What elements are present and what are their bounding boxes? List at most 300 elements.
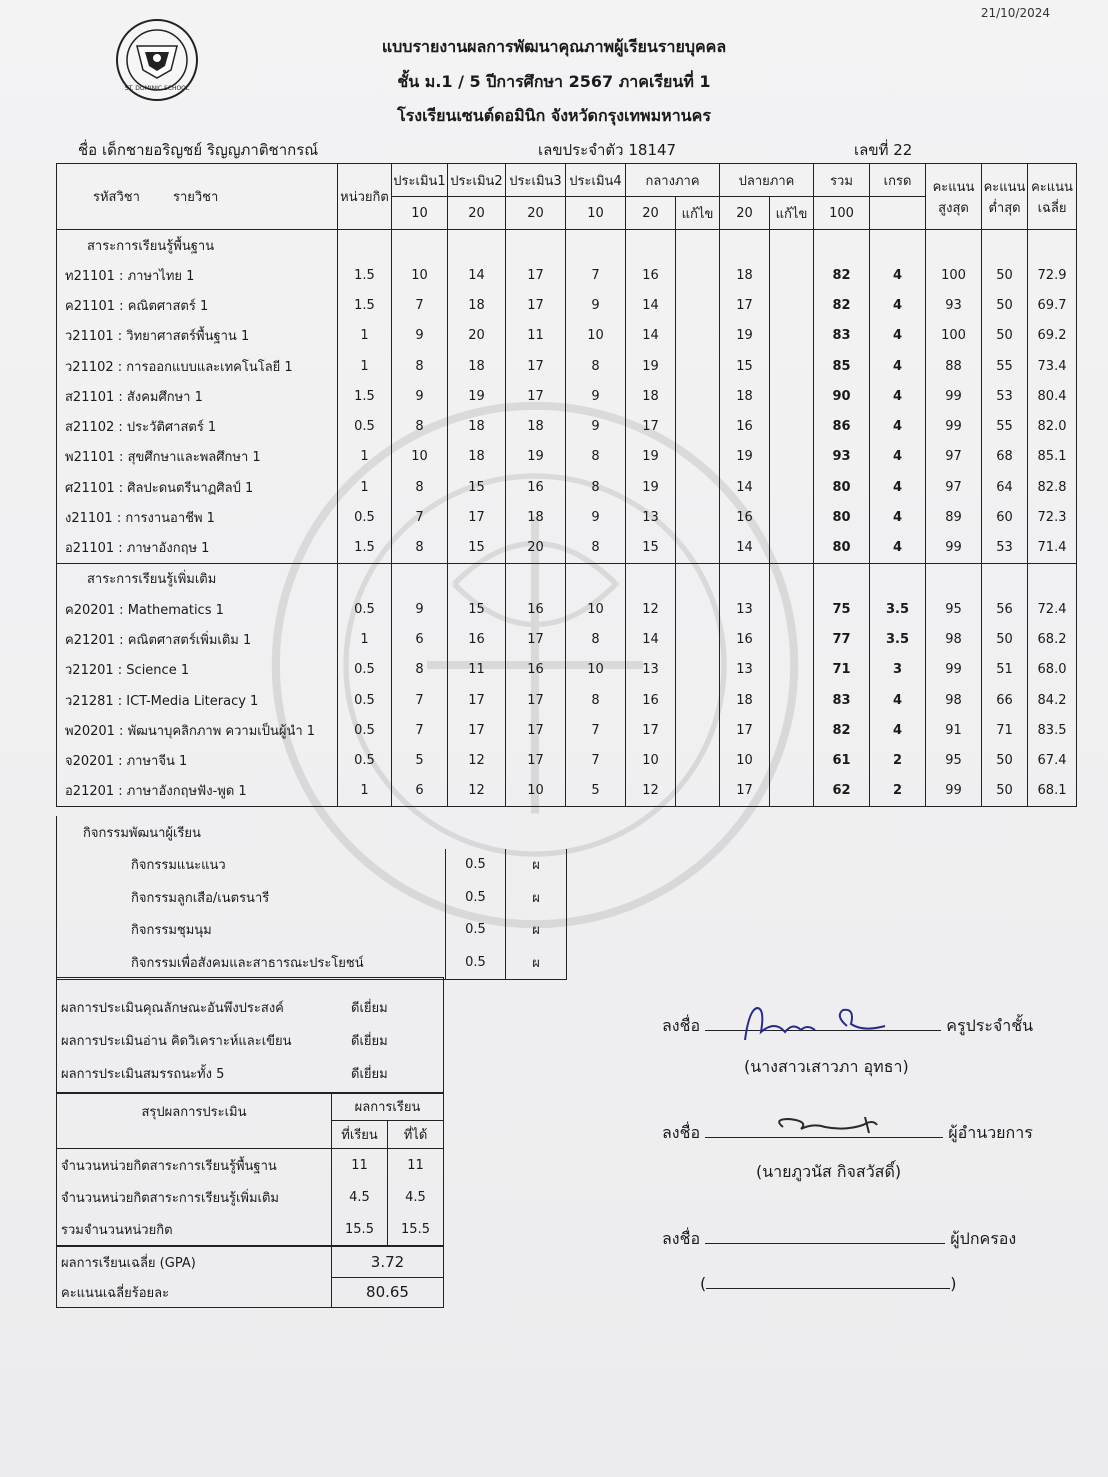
- full-score: 20: [626, 197, 676, 230]
- cell-grade: 4: [870, 290, 926, 320]
- teacher-signature-line: [662, 1014, 1033, 1039]
- cell-a2: 11: [448, 655, 506, 685]
- cell-fix: [770, 351, 814, 381]
- evaluation-value: ดีเยี่ยม: [351, 1001, 388, 1016]
- evaluation-label: ผลการประเมินอ่าน คิดวิเคราะห์และเขียน: [61, 1034, 292, 1049]
- cell-max: 100: [926, 321, 982, 351]
- cell-a3: 11: [506, 321, 566, 351]
- cell-a2: 12: [448, 745, 506, 775]
- cell-a4: 8: [566, 533, 626, 564]
- summary-title: สรุปผลการประเมิน: [57, 1093, 332, 1149]
- cell-avg: 80.4: [1028, 381, 1077, 411]
- cell-mid: 19: [626, 351, 676, 381]
- cell-credit: 1: [338, 442, 392, 472]
- evaluation-row: [57, 1058, 443, 1091]
- cell-fix: [676, 290, 720, 320]
- col-a4-header: ประเมิน4: [566, 164, 626, 197]
- cell-max: 99: [926, 655, 982, 685]
- cell-mid: 14: [626, 290, 676, 320]
- summary-result-header: ผลการเรียน: [332, 1093, 444, 1121]
- cell-max: 95: [926, 594, 982, 624]
- sign-label: ลงชื่อ: [662, 1229, 701, 1248]
- summary-label: จำนวนหน่วยกิตสาระการเรียนรู้พื้นฐาน: [57, 1149, 332, 1182]
- subject-row: [57, 594, 1077, 624]
- subject-row: [57, 260, 1077, 290]
- cell-a2: 15: [448, 533, 506, 564]
- cell-fix: [770, 685, 814, 715]
- subject-name: จ20201 : ภาษาจีน 1: [57, 745, 338, 775]
- cell-total: 82: [814, 715, 870, 745]
- cell-final: 16: [720, 502, 770, 532]
- cell-min: 66: [982, 685, 1028, 715]
- class-term: ชั้น ม.1 / 5 ปีการศึกษา 2567 ภาคเรียนที่ 1: [397, 72, 711, 91]
- subject-name: ว21102 : การออกแบบและเทคโนโลยี 1: [57, 351, 338, 381]
- activity-credit: 0.5: [446, 849, 506, 882]
- subject-name: พ20201 : พัฒนาบุคลิกภาพ ความเป็นผู้นำ 1: [57, 715, 338, 745]
- evaluation-row: [57, 1025, 443, 1058]
- cell-credit: 1: [338, 776, 392, 807]
- activity-name: กิจกรรมเพื่อสังคมและสาธารณะประโยชน์: [57, 946, 446, 979]
- cell-total: 80: [814, 472, 870, 502]
- cell-grade: 4: [870, 715, 926, 745]
- subject-row: [57, 351, 1077, 381]
- cell-credit: 0.5: [338, 715, 392, 745]
- cell-credit: 1: [338, 624, 392, 654]
- cell-mid: 13: [626, 502, 676, 532]
- cell-a1: 9: [392, 381, 448, 411]
- cell-grade: 4: [870, 442, 926, 472]
- evaluation-value: ดีเยี่ยม: [351, 1067, 388, 1082]
- cell-total: 77: [814, 624, 870, 654]
- cell-avg: 82.0: [1028, 411, 1077, 441]
- cell-avg: 68.2: [1028, 624, 1077, 654]
- cell-grade: 4: [870, 685, 926, 715]
- subject-row: [57, 321, 1077, 351]
- cell-max: 93: [926, 290, 982, 320]
- cell-fix: [676, 624, 720, 654]
- cell-a1: 8: [392, 533, 448, 564]
- cell-fix: [770, 624, 814, 654]
- cell-fix: [676, 655, 720, 685]
- cell-max: 99: [926, 776, 982, 807]
- summary-get: 4.5: [388, 1181, 444, 1213]
- cell-a1: 10: [392, 442, 448, 472]
- cell-fix: [676, 381, 720, 411]
- col-credit-header: หน่วยกิต: [338, 164, 392, 230]
- activities-title: กิจกรรมพัฒนาผู้เรียน: [57, 816, 567, 849]
- cell-grade: 4: [870, 321, 926, 351]
- cell-a2: 18: [448, 290, 506, 320]
- subject-name: ค20201 : Mathematics 1: [57, 594, 338, 624]
- cell-mid: 19: [626, 472, 676, 502]
- director-name: (นายภูวนัส กิจสวัสดิ์): [756, 1162, 902, 1181]
- cell-fix: [676, 321, 720, 351]
- cell-avg: 83.5: [1028, 715, 1077, 745]
- cell-mid: 16: [626, 260, 676, 290]
- evaluation-value: ดีเยี่ยม: [351, 1034, 388, 1049]
- cell-a3: 19: [506, 442, 566, 472]
- subject-row: [57, 442, 1077, 472]
- cell-total: 82: [814, 260, 870, 290]
- cell-total: 80: [814, 502, 870, 532]
- cell-a4: 8: [566, 472, 626, 502]
- cell-fix: [676, 442, 720, 472]
- summary-study: 11: [332, 1149, 388, 1182]
- cell-final: 17: [720, 776, 770, 807]
- activity-result: ผ: [506, 914, 567, 947]
- student-number: เลขที่ 22: [854, 141, 913, 159]
- parent-role: ผู้ปกครอง: [950, 1229, 1017, 1248]
- activity-name: กิจกรรมลูกเสือ/เนตรนารี: [57, 881, 446, 914]
- cell-min: 51: [982, 655, 1028, 685]
- school-name: โรงเรียนเซนต์ดอมินิก จังหวัดกรุงเทพมหานคร: [397, 106, 711, 125]
- director-signature: [765, 1113, 895, 1143]
- cell-mid: 14: [626, 321, 676, 351]
- evaluation-row: [57, 992, 443, 1025]
- cell-grade: 2: [870, 776, 926, 807]
- cell-min: 50: [982, 776, 1028, 807]
- cell-a4: 9: [566, 502, 626, 532]
- cell-fix: [676, 411, 720, 441]
- cell-final: 17: [720, 715, 770, 745]
- cell-a3: 17: [506, 351, 566, 381]
- cell-min: 53: [982, 381, 1028, 411]
- cell-final: 10: [720, 745, 770, 775]
- cell-grade: 4: [870, 502, 926, 532]
- cell-final: 18: [720, 685, 770, 715]
- cell-fix: [676, 533, 720, 564]
- col-mid-header: กลางภาค: [626, 164, 720, 197]
- cell-grade: 4: [870, 472, 926, 502]
- col-total-header: รวม: [814, 164, 870, 197]
- percent-label: คะแนนเฉลี่ยร้อยละ: [57, 1277, 332, 1308]
- close-paren: ): [950, 1274, 957, 1293]
- cell-avg: 72.9: [1028, 260, 1077, 290]
- cell-a3: 17: [506, 715, 566, 745]
- cell-grade: 4: [870, 533, 926, 564]
- cell-mid: 10: [626, 745, 676, 775]
- cell-a1: 8: [392, 472, 448, 502]
- cell-mid: 12: [626, 776, 676, 807]
- activity-row: [57, 914, 567, 947]
- cell-avg: 71.4: [1028, 533, 1077, 564]
- cell-mid: 15: [626, 533, 676, 564]
- full-score: 20: [720, 197, 770, 230]
- full-score: 20: [448, 197, 506, 230]
- subject-row: [57, 502, 1077, 532]
- activity-credit: 0.5: [446, 914, 506, 947]
- director-signature-line: [662, 1121, 1033, 1146]
- subject-name: ว21281 : ICT-Media Literacy 1: [57, 685, 338, 715]
- cell-min: 50: [982, 624, 1028, 654]
- col-grade-header: เกรด: [870, 164, 926, 197]
- cell-credit: 0.5: [338, 685, 392, 715]
- cell-a2: 14: [448, 260, 506, 290]
- cell-max: 91: [926, 715, 982, 745]
- cell-a2: 20: [448, 321, 506, 351]
- summary-row: [57, 1213, 444, 1246]
- col-max-header: คะแนน สูงสุด: [926, 164, 982, 230]
- cell-a1: 9: [392, 594, 448, 624]
- subject-row: [57, 685, 1077, 715]
- cell-final: 18: [720, 260, 770, 290]
- cell-fix: [676, 260, 720, 290]
- subject-name: ศ21101 : ศิลปะดนตรีนาฏศิลป์ 1: [57, 472, 338, 502]
- subject-row: [57, 290, 1077, 320]
- summary-label: จำนวนหน่วยกิตสาระการเรียนรู้เพิ่มเติม: [57, 1181, 332, 1213]
- subject-name: ค21101 : คณิตศาสตร์ 1: [57, 290, 338, 320]
- subject-row: [57, 381, 1077, 411]
- cell-a3: 17: [506, 381, 566, 411]
- cell-a3: 17: [506, 685, 566, 715]
- cell-a1: 7: [392, 685, 448, 715]
- subject-name: ส21102 : ประวัติศาสตร์ 1: [57, 411, 338, 441]
- subject-row: [57, 655, 1077, 685]
- cell-min: 50: [982, 745, 1028, 775]
- subject-row: [57, 745, 1077, 775]
- cell-avg: 69.2: [1028, 321, 1077, 351]
- col-avg-header: คะแนน เฉลี่ย: [1028, 164, 1077, 230]
- cell-grade: 3.5: [870, 624, 926, 654]
- cell-a2: 19: [448, 381, 506, 411]
- fix-header: แก้ไข: [770, 197, 814, 230]
- cell-a4: 7: [566, 715, 626, 745]
- cell-min: 60: [982, 502, 1028, 532]
- cell-fix: [770, 715, 814, 745]
- cell-fix: [770, 260, 814, 290]
- cell-a4: 8: [566, 442, 626, 472]
- cell-min: 53: [982, 533, 1028, 564]
- cell-a4: 9: [566, 411, 626, 441]
- cell-a2: 18: [448, 411, 506, 441]
- cell-final: 16: [720, 411, 770, 441]
- cell-final: 18: [720, 381, 770, 411]
- cell-min: 56: [982, 594, 1028, 624]
- cell-a4: 9: [566, 290, 626, 320]
- cell-fix: [770, 776, 814, 807]
- cell-fix: [770, 745, 814, 775]
- teacher-name: (นางสาวเสาวภา อุทธา): [744, 1057, 909, 1076]
- cell-total: 82: [814, 290, 870, 320]
- cell-a3: 17: [506, 745, 566, 775]
- cell-final: 16: [720, 624, 770, 654]
- cell-grade: 4: [870, 381, 926, 411]
- cell-mid: 14: [626, 624, 676, 654]
- cell-mid: 18: [626, 381, 676, 411]
- activity-credit: 0.5: [446, 881, 506, 914]
- subject-name: อ21201 : ภาษาอังกฤษฟัง-พูด 1: [57, 776, 338, 807]
- parent-signature-line: [662, 1227, 1016, 1252]
- cell-avg: 68.1: [1028, 776, 1077, 807]
- cell-credit: 1: [338, 321, 392, 351]
- summary-label: รวมจำนวนหน่วยกิต: [57, 1213, 332, 1246]
- full-score: 10: [392, 197, 448, 230]
- cell-max: 95: [926, 745, 982, 775]
- col-final-header: ปลายภาค: [720, 164, 814, 197]
- cell-a1: 8: [392, 411, 448, 441]
- cell-a4: 10: [566, 594, 626, 624]
- cell-a3: 20: [506, 533, 566, 564]
- student-name: ชื่อ เด็กชายอริญชย์ ริญญภาติชากรณ์: [78, 141, 319, 159]
- cell-fix: [770, 442, 814, 472]
- summary-study: 15.5: [332, 1213, 388, 1246]
- cell-min: 71: [982, 715, 1028, 745]
- cell-max: 99: [926, 381, 982, 411]
- cell-final: 13: [720, 655, 770, 685]
- cell-credit: 0.5: [338, 502, 392, 532]
- cell-mid: 13: [626, 655, 676, 685]
- cell-fix: [770, 472, 814, 502]
- evaluation-label: ผลการประเมินคุณลักษณะอันพึงประสงค์: [61, 1001, 284, 1016]
- cell-credit: 1: [338, 472, 392, 502]
- cell-credit: 0.5: [338, 745, 392, 775]
- subject-row: [57, 411, 1077, 441]
- cell-max: 97: [926, 472, 982, 502]
- summary-study: 4.5: [332, 1181, 388, 1213]
- cell-a2: 12: [448, 776, 506, 807]
- cell-a1: 6: [392, 624, 448, 654]
- teacher-role: ครูประจำชั้น: [946, 1016, 1034, 1035]
- cell-total: 83: [814, 321, 870, 351]
- cell-a4: 8: [566, 685, 626, 715]
- cell-a1: 10: [392, 260, 448, 290]
- cell-a1: 9: [392, 321, 448, 351]
- cell-a3: 17: [506, 290, 566, 320]
- cell-a3: 18: [506, 411, 566, 441]
- cell-credit: 1.5: [338, 290, 392, 320]
- cell-avg: 82.8: [1028, 472, 1077, 502]
- cell-min: 68: [982, 442, 1028, 472]
- cell-total: 62: [814, 776, 870, 807]
- cell-fix: [676, 685, 720, 715]
- subject-row: [57, 533, 1077, 564]
- cell-fix: [676, 776, 720, 807]
- activity-row: [57, 946, 567, 979]
- teacher-signature: [735, 1002, 905, 1046]
- evaluation-box: [56, 977, 444, 1094]
- subject-row: [57, 472, 1077, 502]
- subject-name: ง21101 : การงานอาชีพ 1: [57, 502, 338, 532]
- summary-get-header: ที่ได้: [388, 1121, 444, 1149]
- cell-final: 17: [720, 290, 770, 320]
- cell-final: 19: [720, 442, 770, 472]
- cell-avg: 69.7: [1028, 290, 1077, 320]
- cell-a1: 8: [392, 655, 448, 685]
- activity-result: ผ: [506, 881, 567, 914]
- activity-result: ผ: [506, 946, 567, 979]
- grade-subheader: [870, 197, 926, 230]
- full-score: 10: [566, 197, 626, 230]
- cell-total: 86: [814, 411, 870, 441]
- subject-name: ค21201 : คณิตศาสตร์เพิ่มเติม 1: [57, 624, 338, 654]
- cell-final: 19: [720, 321, 770, 351]
- activity-name: กิจกรรมชุมนุม: [57, 914, 446, 947]
- cell-total: 75: [814, 594, 870, 624]
- cell-total: 61: [814, 745, 870, 775]
- cell-a4: 8: [566, 624, 626, 654]
- cell-avg: 67.4: [1028, 745, 1077, 775]
- subject-name: ว21201 : Science 1: [57, 655, 338, 685]
- cell-grade: 4: [870, 260, 926, 290]
- subject-row: [57, 776, 1077, 807]
- cell-fix: [676, 472, 720, 502]
- parent-name-line: [700, 1272, 957, 1293]
- col-a1-header: ประเมิน1: [392, 164, 448, 197]
- cell-min: 50: [982, 321, 1028, 351]
- cell-avg: 73.4: [1028, 351, 1077, 381]
- cell-grade: 2: [870, 745, 926, 775]
- cell-a2: 16: [448, 624, 506, 654]
- activity-row: [57, 849, 567, 882]
- report-title: แบบรายงานผลการพัฒนาคุณภาพผู้เรียนรายบุคคล: [381, 37, 727, 56]
- cell-credit: 1.5: [338, 260, 392, 290]
- summary-get: 11: [388, 1149, 444, 1182]
- cell-credit: 0.5: [338, 594, 392, 624]
- cell-avg: 85.1: [1028, 442, 1077, 472]
- evaluation-label: ผลการประเมินสมรรถนะทั้ง 5: [61, 1067, 225, 1082]
- open-paren: (: [700, 1274, 707, 1293]
- cell-min: 55: [982, 351, 1028, 381]
- cell-a1: 5: [392, 745, 448, 775]
- section-title: สาระการเรียนรู้เพิ่มเติม: [57, 563, 338, 594]
- gpa-value: 3.72: [332, 1246, 444, 1277]
- col-a2-header: ประเมิน2: [448, 164, 506, 197]
- cell-fix: [676, 594, 720, 624]
- activity-name: กิจกรรมแนะแนว: [57, 849, 446, 882]
- cell-fix: [770, 290, 814, 320]
- cell-total: 80: [814, 533, 870, 564]
- cell-a4: 7: [566, 260, 626, 290]
- fix-header: แก้ไข: [676, 197, 720, 230]
- cell-fix: [770, 321, 814, 351]
- subject-name: พ21101 : สุขศึกษาและพลศึกษา 1: [57, 442, 338, 472]
- director-role: ผู้อำนวยการ: [948, 1123, 1033, 1142]
- cell-fix: [770, 502, 814, 532]
- cell-grade: 4: [870, 351, 926, 381]
- print-date: 21/10/2024: [980, 6, 1050, 20]
- cell-mid: 17: [626, 715, 676, 745]
- cell-total: 93: [814, 442, 870, 472]
- grades-table: [56, 163, 1077, 807]
- activities-table: [56, 816, 567, 980]
- cell-fix: [770, 381, 814, 411]
- cell-min: 50: [982, 260, 1028, 290]
- cell-a1: 7: [392, 502, 448, 532]
- sign-label: ลงชื่อ: [662, 1016, 701, 1035]
- cell-a3: 16: [506, 655, 566, 685]
- cell-final: 13: [720, 594, 770, 624]
- subject-name: อ21101 : ภาษาอังกฤษ 1: [57, 533, 338, 564]
- full-score: 20: [506, 197, 566, 230]
- cell-a3: 16: [506, 472, 566, 502]
- cell-avg: 84.2: [1028, 685, 1077, 715]
- cell-a3: 17: [506, 624, 566, 654]
- cell-max: 97: [926, 442, 982, 472]
- cell-final: 14: [720, 533, 770, 564]
- cell-fix: [676, 502, 720, 532]
- cell-a2: 15: [448, 472, 506, 502]
- percent-value: 80.65: [332, 1277, 444, 1308]
- subject-name: ส21101 : สังคมศึกษา 1: [57, 381, 338, 411]
- cell-a3: 18: [506, 502, 566, 532]
- summary-row: [57, 1181, 444, 1213]
- cell-min: 55: [982, 411, 1028, 441]
- cell-avg: 72.3: [1028, 502, 1077, 532]
- summary-row: [57, 1149, 444, 1182]
- cell-max: 88: [926, 351, 982, 381]
- cell-a1: 6: [392, 776, 448, 807]
- cell-avg: 68.0: [1028, 655, 1077, 685]
